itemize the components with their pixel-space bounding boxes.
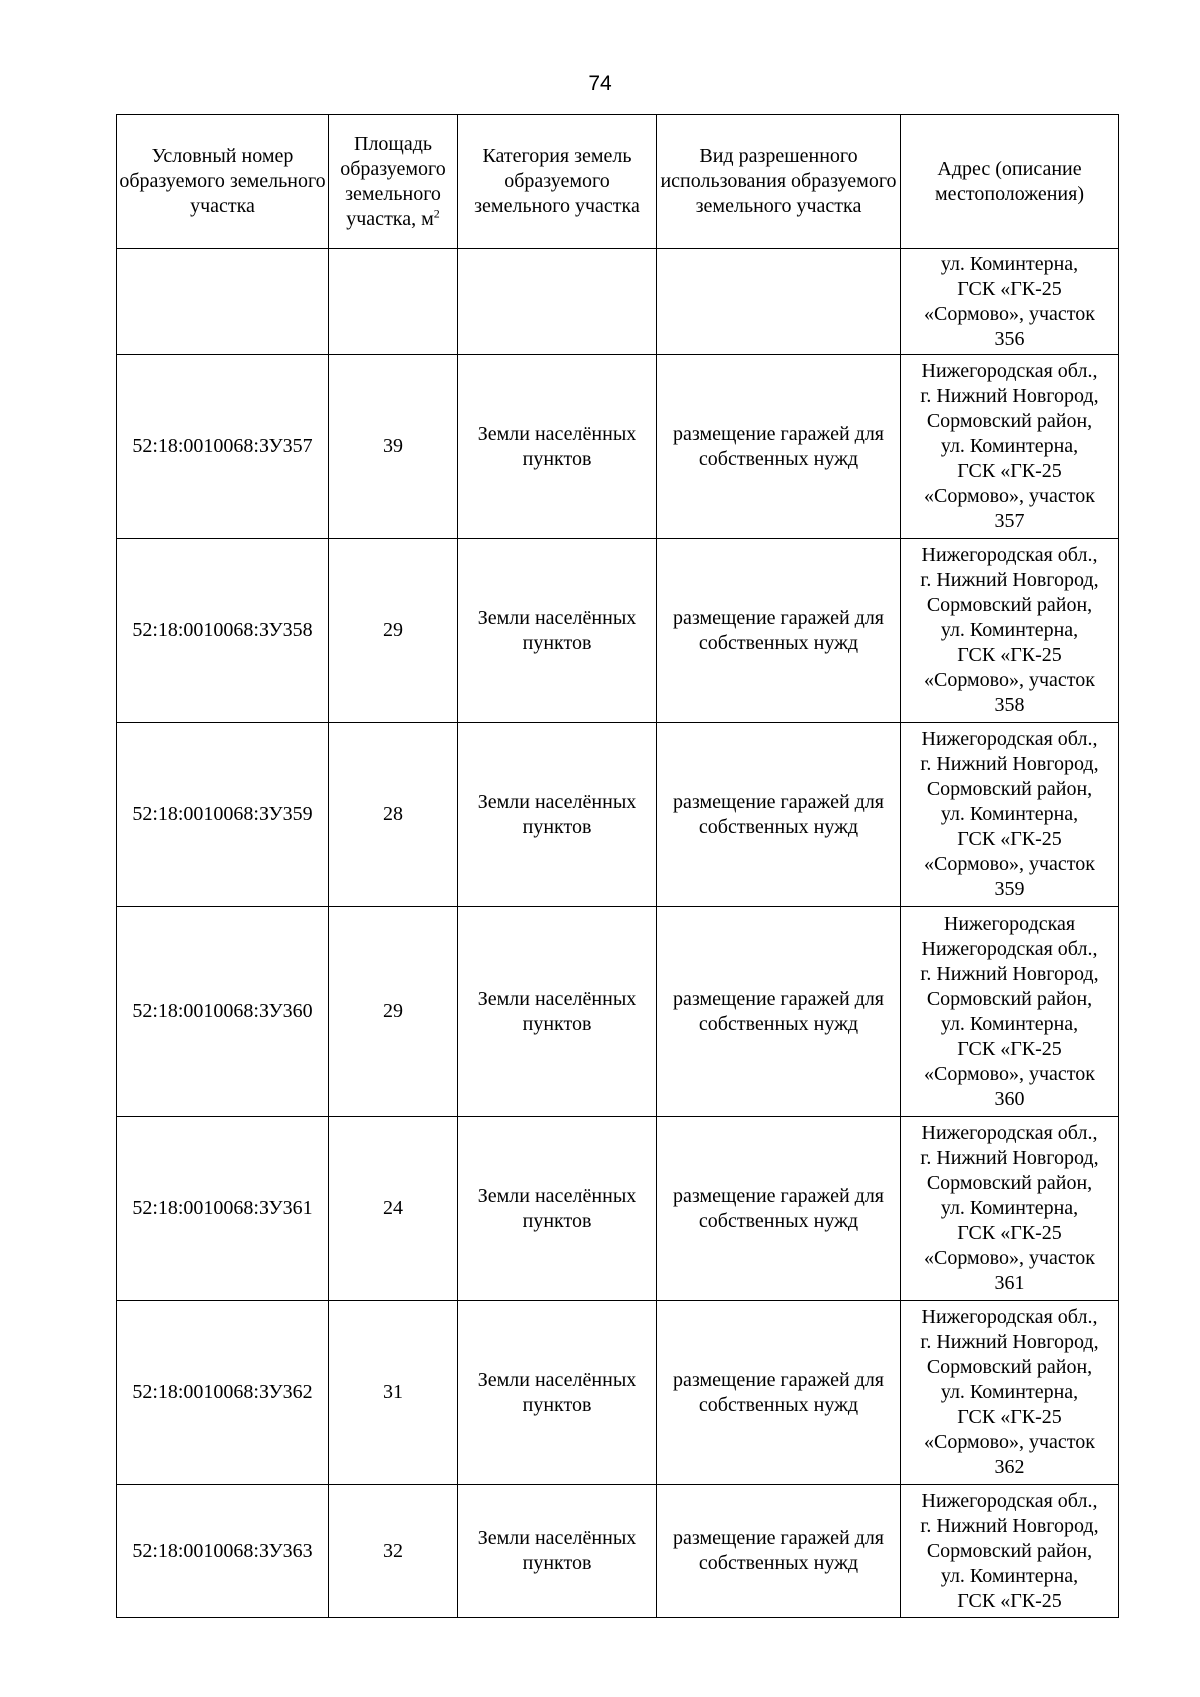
address-line: ул. Коминтерна,: [940, 619, 1079, 641]
cell-number: 52:18:0010068:ЗУ357: [117, 355, 329, 539]
cell-number: 52:18:0010068:ЗУ358: [117, 539, 329, 723]
address-line: Сормовский район,: [926, 1356, 1093, 1378]
cell-area: 39: [329, 355, 458, 539]
cell-address: [901, 1301, 1119, 1485]
address-line: ГСК «ГК-25: [957, 460, 1062, 482]
address-line: ГСК «ГК-25: [957, 1406, 1062, 1428]
header-use: Вид разрешенного использования образуемого земельного участка: [657, 115, 901, 249]
cell-address: [901, 539, 1119, 723]
cell-address: [901, 1117, 1119, 1301]
address-line: Нижегородская обл.,: [921, 1122, 1098, 1144]
cell-area: 29: [329, 907, 458, 1117]
address-line: Нижегородская: [943, 912, 1076, 935]
header-area-sup: 2: [433, 205, 440, 220]
cell-use: размещение гаражей для собственных нужд: [657, 1301, 901, 1485]
address-line: 356: [994, 327, 1025, 350]
address-line: ул. Коминтерна,: [940, 252, 1079, 275]
address-line: Сормовский район,: [926, 987, 1093, 1010]
cell-use: размещение гаражей для собственных нужд: [657, 723, 901, 907]
table-row: [117, 907, 1119, 1117]
cell-use: [657, 249, 901, 355]
address-line: «Сормово», участок: [923, 302, 1095, 325]
address-line: ГСК «ГК-25: [957, 277, 1062, 300]
address-line: ул. Коминтерна,: [940, 803, 1079, 825]
address-line: ул. Коминтерна,: [940, 1381, 1079, 1403]
address-line: ул. Коминтерна,: [940, 1564, 1079, 1587]
table-row: [117, 539, 1119, 723]
cell-category: Земли населённых пунктов: [458, 1301, 657, 1485]
cell-number: [117, 249, 329, 355]
address-line: ул. Коминтерна,: [940, 435, 1079, 457]
address-line: 360: [994, 1087, 1025, 1110]
cell-address: [901, 723, 1119, 907]
cell-area: 32: [329, 1485, 458, 1618]
header-area: [329, 115, 458, 249]
address-line: Нижегородская обл.,: [921, 544, 1098, 566]
address-line: Нижегородская обл.,: [921, 1489, 1098, 1512]
address-line: «Сормово», участок: [923, 853, 1095, 875]
address-line: Нижегородская обл.,: [921, 728, 1098, 750]
cell-category: Земли населённых пунктов: [458, 907, 657, 1117]
table-row: [117, 1301, 1119, 1485]
table-header-row: [117, 115, 1119, 249]
address-line: «Сормово», участок: [923, 1062, 1095, 1085]
address-line: Сормовский район,: [926, 1172, 1093, 1194]
cell-category: Земли населённых пунктов: [458, 1117, 657, 1301]
cell-use: размещение гаражей для собственных нужд: [657, 355, 901, 539]
cell-category: Земли населённых пунктов: [458, 539, 657, 723]
cell-category: Земли населённых пунктов: [458, 723, 657, 907]
cell-area: 31: [329, 1301, 458, 1485]
table-row: [117, 723, 1119, 907]
header-number: Условный номер образуемого земельного участка: [117, 115, 329, 249]
cell-number: 52:18:0010068:ЗУ363: [117, 1485, 329, 1618]
cell-use: размещение гаражей для собственных нужд: [657, 1485, 901, 1618]
address-line: г. Нижний Новгород,: [920, 569, 1099, 591]
cell-number: 52:18:0010068:ЗУ362: [117, 1301, 329, 1485]
address-line: «Сормово», участок: [923, 669, 1095, 691]
cell-use: размещение гаражей для собственных нужд: [657, 907, 901, 1117]
address-line: Сормовский район,: [926, 410, 1093, 432]
address-line: ул. Коминтерна,: [940, 1012, 1079, 1035]
address-line: г. Нижний Новгород,: [920, 753, 1099, 775]
address-line: 359: [994, 878, 1025, 900]
address-line: Сормовский район,: [926, 778, 1093, 800]
address-line: 358: [994, 694, 1025, 716]
address-line: «Сормово», участок: [923, 1431, 1095, 1453]
cell-category: Земли населённых пунктов: [458, 355, 657, 539]
address-line: Сормовский район,: [926, 1539, 1093, 1562]
cell-address: [901, 355, 1119, 539]
cell-address: [901, 907, 1119, 1117]
table-row: [117, 1117, 1119, 1301]
address-line: ГСК «ГК-25: [957, 1589, 1062, 1612]
table-row: [117, 1485, 1119, 1618]
table-row-continuation: [117, 249, 1119, 355]
cell-use: размещение гаражей для собственных нужд: [657, 539, 901, 723]
cell-number: 52:18:0010068:ЗУ361: [117, 1117, 329, 1301]
cell-number: 52:18:0010068:ЗУ360: [117, 907, 329, 1117]
address-line: г. Нижний Новгород,: [920, 1331, 1099, 1353]
address-line: Сормовский район,: [926, 594, 1093, 616]
cell-category: [458, 249, 657, 355]
address-line: Нижегородская обл.,: [921, 360, 1098, 382]
address-line: 357: [994, 510, 1025, 532]
cell-area: 28: [329, 723, 458, 907]
address-line: 361: [994, 1272, 1025, 1294]
address-line: 362: [994, 1456, 1025, 1478]
cell-address: [901, 1485, 1119, 1618]
address-line: ГСК «ГК-25: [957, 1222, 1062, 1244]
cell-number: 52:18:0010068:ЗУ359: [117, 723, 329, 907]
address-line: г. Нижний Новгород,: [920, 1147, 1099, 1169]
cell-area: [329, 249, 458, 355]
header-area-text: Площадь образуемого земельного участка, м: [340, 132, 446, 230]
address-line: г. Нижний Новгород,: [920, 1514, 1099, 1537]
address-line: г. Нижний Новгород,: [920, 962, 1099, 985]
header-category: Категория земель образуемого земельного участка: [458, 115, 657, 249]
address-line: ГСК «ГК-25: [957, 828, 1062, 850]
address-line: «Сормово», участок: [923, 485, 1095, 507]
address-line: Нижегородская обл.,: [921, 1306, 1098, 1328]
address-line: ул. Коминтерна,: [940, 1197, 1079, 1219]
page-number: 74: [588, 72, 612, 95]
address-line: «Сормово», участок: [923, 1247, 1095, 1269]
cell-category: Земли населённых пунктов: [458, 1485, 657, 1618]
cell-area: 24: [329, 1117, 458, 1301]
address-line: ГСК «ГК-25: [957, 1037, 1062, 1060]
address-line: ГСК «ГК-25: [957, 644, 1062, 666]
address-line: Нижегородская обл.,: [921, 937, 1098, 960]
cell-area: 29: [329, 539, 458, 723]
address-line: г. Нижний Новгород,: [920, 385, 1099, 407]
cell-address: [901, 249, 1119, 355]
land-plots-table: [116, 114, 1119, 1618]
table-row: [117, 355, 1119, 539]
cell-use: размещение гаражей для собственных нужд: [657, 1117, 901, 1301]
header-address: Адрес (описание местоположения): [901, 115, 1119, 249]
